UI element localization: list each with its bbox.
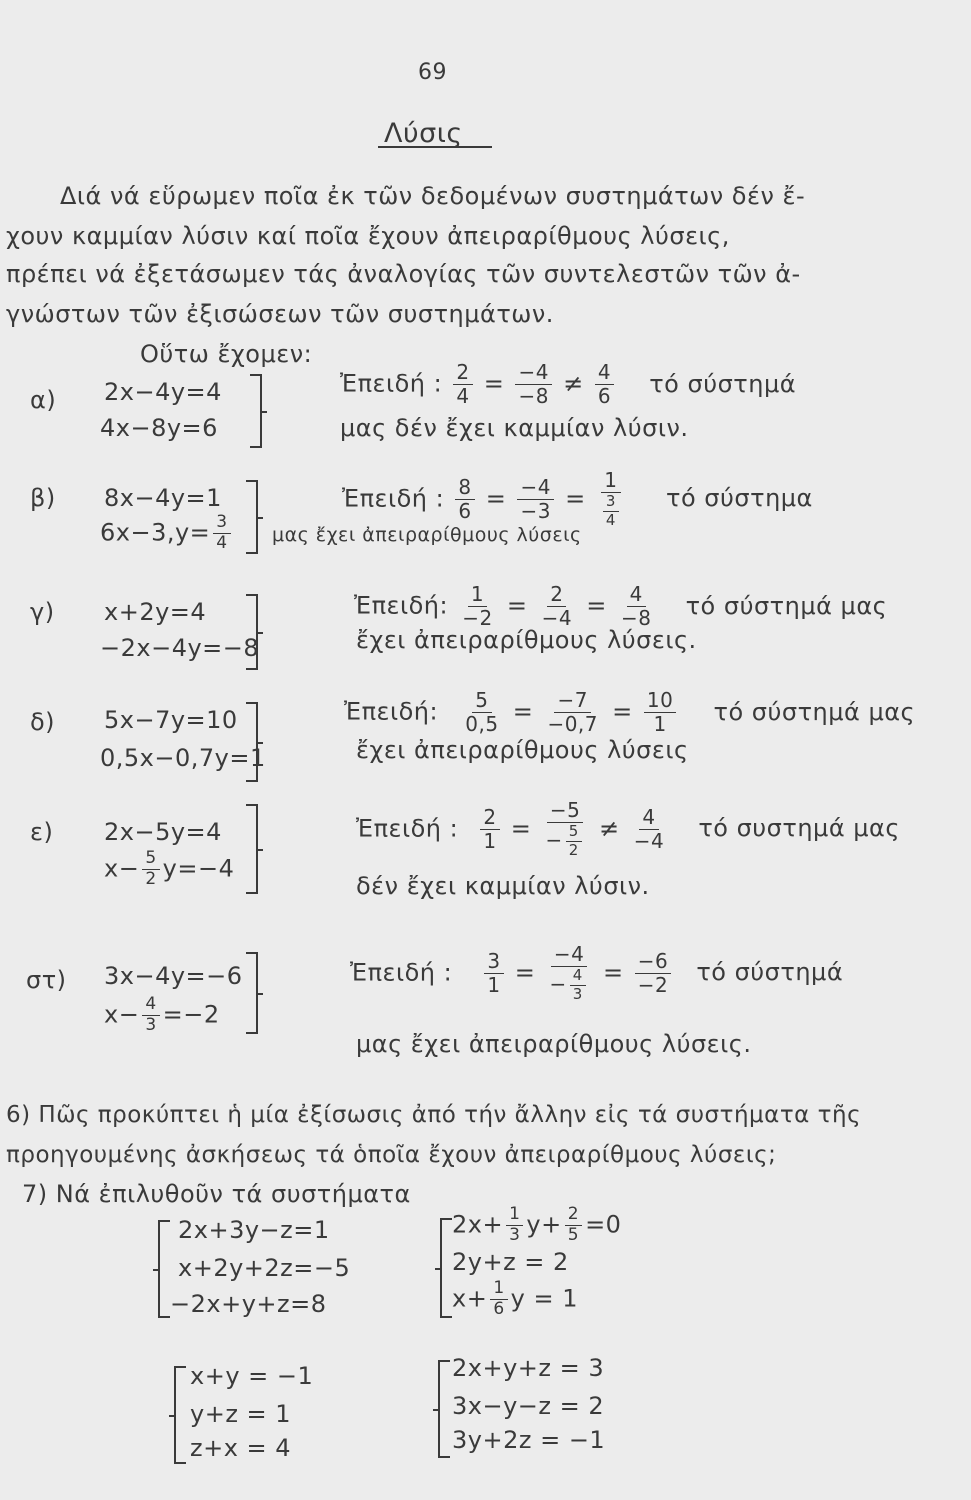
fraction: $\frac{5}{2}$ (142, 850, 159, 889)
equals-sign: = (483, 369, 505, 398)
heading: Λύσις (384, 118, 463, 149)
fraction: $\frac{4}{-4}$ (633, 804, 665, 853)
question-6-line-2: προηγουμένης ἀσκήσεως τά ὁποῖα ἔχουν ἀπειραρίθμους λύσεις; (6, 1142, 777, 1168)
system-brace (246, 594, 258, 670)
fraction: $\frac{4}{-8}$ (620, 582, 652, 630)
fraction: $\frac{-6}{-2}$ (635, 951, 671, 996)
item-label: ε) (30, 818, 54, 846)
fraction: $\frac{8}{6}$ (455, 477, 474, 522)
fraction: $\frac{2}{-4}$ (541, 582, 573, 630)
equation-2: −2x−4y=−8 (100, 634, 260, 662)
equation-1: 2x−4y=4 (104, 378, 222, 406)
fraction: $\frac{2}{4}$ (453, 362, 472, 407)
tail-text: τό σύστημά (649, 369, 797, 398)
not-equal-sign: ≠ (563, 369, 584, 398)
item-label: α) (30, 386, 57, 414)
sys3-eq-2: y+z = 1 (190, 1400, 292, 1428)
system-brace (246, 480, 258, 554)
item-label: β) (30, 484, 56, 512)
outo-exomen: Οὕτω ἔχομεν: (140, 340, 313, 368)
intro-line-4: γνώστων τῶν ἐξισώσεων τῶν συστημάτων. (6, 300, 554, 328)
item-label: δ) (30, 708, 56, 736)
sys1-eq-2: x+2y+2z=−5 (178, 1254, 351, 1282)
sys3-eq-1: x+y = −1 (190, 1362, 314, 1390)
epeidi-line: Ἐπειδή : $\frac{8}{6}$ = $\frac{-4}{-3}$ = $\frac{1}{\frac{3}{4}}$ τό σύστημα (342, 468, 813, 529)
fraction: $\frac{1}{\frac{3}{4}}$ (597, 470, 625, 529)
equation-1: x+2y=4 (104, 598, 207, 626)
system-brace (246, 702, 258, 782)
fraction: $\frac{4}{3}$ (142, 996, 159, 1035)
fraction: $\frac{10}{1}$ (644, 690, 676, 735)
fraction: $\frac{5}{0,5}$ (465, 688, 499, 736)
system-brace (174, 1366, 186, 1464)
sys4-eq-2: 3x−y−z = 2 (452, 1392, 605, 1420)
intro-line-2: χουν καμμίαν λύσιν καί ποῖα ἔχουν ἀπειραρίθμους λύσεις, (6, 222, 730, 250)
equation-1: 2x−5y=4 (104, 818, 222, 846)
fraction: $\frac{-4}{-3}$ (517, 477, 553, 522)
fraction: $\frac{3}{4}$ (213, 514, 230, 553)
sys1-eq-1: 2x+3y−z=1 (178, 1216, 330, 1244)
fraction: $\frac{1}{-2}$ (462, 582, 493, 630)
sys1-eq-3: −2x+y+z=8 (170, 1290, 327, 1318)
fraction: $\frac{-7}{-0,7}$ (547, 688, 599, 736)
fraction: $\frac{3}{1}$ (484, 951, 503, 996)
intro-line-3: πρέπει νά ἐξετάσωμεν τάς ἀναλογίας τῶν συντελεστῶν τῶν ἀ- (6, 260, 801, 288)
epeidi-word: Ἐπειδή : (340, 369, 443, 398)
fraction: $\frac{4}{6}$ (595, 362, 614, 407)
item-label: στ) (26, 966, 67, 994)
fraction: −5 − $\frac{5}{2}$ (542, 800, 587, 859)
conclusion-line: μας δέν ἔχει καμμίαν λύσιν. (340, 414, 689, 442)
question-7: 7) Νά ἐπιλυθοῦν τά συστήματα (22, 1180, 411, 1208)
fraction: $\frac{1}{6}$ (490, 1280, 507, 1319)
page-number: 69 (418, 60, 447, 85)
equation-2: 0,5x−0,7y=1 (100, 744, 266, 772)
system-brace (246, 804, 258, 894)
fraction: $\frac{2}{1}$ (480, 807, 499, 852)
intro-line-1: Διά νά εὕρωμεν ποῖα ἐκ τῶν δεδομένων συστημάτων δέν ἔ- (60, 182, 806, 210)
equation-2: x− $\frac{4}{3}$ =−2 (104, 994, 220, 1035)
system-brace (440, 1218, 452, 1318)
fraction: $\frac{1}{3}$ (506, 1206, 523, 1245)
item-label: γ) (30, 598, 55, 626)
conclusion-line: δέν ἔχει καμμίαν λύσιν. (356, 872, 650, 900)
conclusion-line: ἔχει ἀπειραρίθμους λύσεις (356, 736, 689, 764)
sys2-eq-2: 2y+z = 2 (452, 1248, 569, 1276)
epeidi-line: Ἐπειδή : $\frac{2}{1}$ = −5 − $\frac{5}{2}$ ≠ $\frac{4}{-4}$ τό συστημά μας (356, 798, 900, 859)
equation-2: 6x−3,y= $\frac{3}{4}$ (100, 514, 234, 553)
fraction: −4 − $\frac{4}{3}$ (546, 944, 591, 1003)
equation-2: x− $\frac{5}{2}$ y=−4 (104, 848, 235, 889)
system-brace (438, 1360, 450, 1458)
sys4-eq-3: 3y+2z = −1 (452, 1426, 606, 1454)
conclusion-line: ἔχει ἀπειραρίθμους λύσεις. (356, 626, 697, 654)
sys2-eq-3: x+ $\frac{1}{6}$ y = 1 (452, 1278, 578, 1319)
sys2-eq-1: 2x+ $\frac{1}{3}$ y+ $\frac{2}{5}$ =0 (452, 1204, 622, 1245)
system-brace (250, 374, 262, 448)
heading-underline (378, 146, 492, 148)
equation-1: 3x−4y=−6 (104, 962, 243, 990)
fraction: $\frac{2}{5}$ (565, 1206, 582, 1245)
equation-1: 8x−4y=1 (104, 484, 222, 512)
epeidi-line: Ἐπειδή: $\frac{1}{-2}$ = $\frac{2}{-4}$ = $\frac{4}{-8}$ τό σύστημά μας (354, 582, 888, 630)
fraction: $\frac{-4}{-8}$ (515, 362, 551, 407)
conclusion-line: μας ἔχει ἀπειραρίθμους λύσεις. (356, 1030, 752, 1058)
conclusion-line: μας ἔχει ἀπειραρίθμους λύσεις (272, 524, 582, 546)
equation-1: 5x−7y=10 (104, 706, 238, 734)
epeidi-line (340, 362, 796, 407)
equation-2: 4x−8y=6 (100, 414, 218, 442)
question-6-line-1: 6) Πῶς προκύπτει ἡ μία ἐξίσωσις ἀπό τήν ἄλλην εἰς τά συστήματα τῆς (6, 1102, 862, 1128)
sys4-eq-1: 2x+y+z = 3 (452, 1354, 605, 1382)
system-brace (158, 1220, 170, 1318)
epeidi-line: Ἐπειδή : $\frac{3}{1}$ = −4 − $\frac{4}{3}$ = $\frac{-6}{-2}$ τό σύστημά (350, 942, 844, 1003)
sys3-eq-3: z+x = 4 (190, 1434, 292, 1462)
system-brace (246, 952, 258, 1034)
epeidi-line: Ἐπειδή: $\frac{5}{0,5}$ = $\frac{-7}{-0,7}$ = $\frac{10}{1}$ τό σύστημά μας (344, 688, 916, 736)
